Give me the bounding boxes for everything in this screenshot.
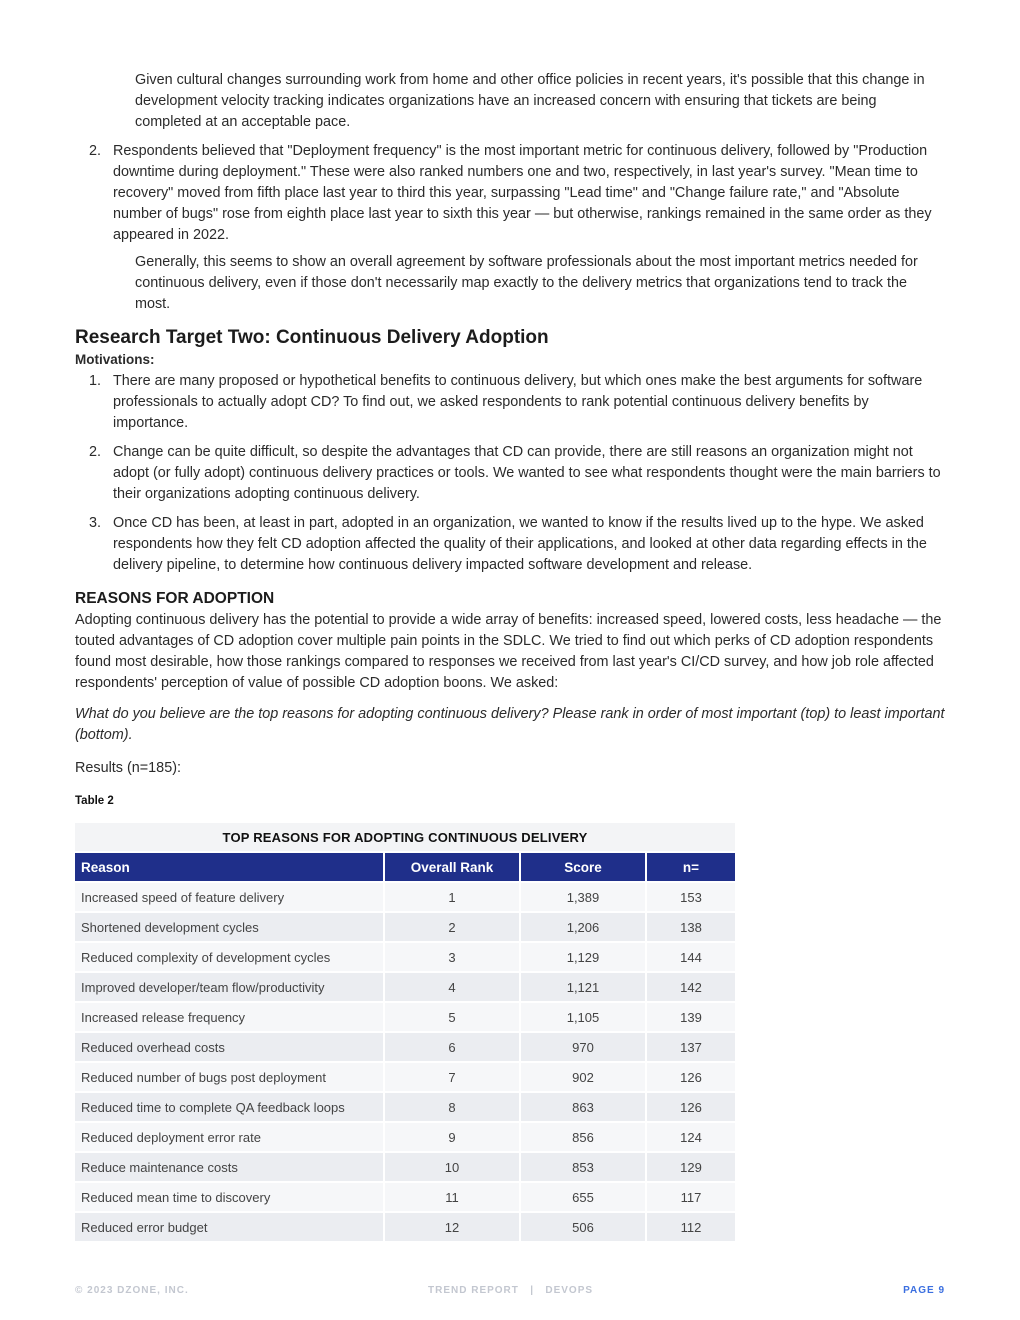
rank-cell: 3 [385,943,519,971]
score-cell: 655 [521,1183,645,1211]
reason-cell: Reduce maintenance costs [75,1153,383,1181]
list-item [89,141,945,246]
table-row [75,1183,735,1211]
score-cell: 902 [521,1063,645,1091]
intro-paragraph: Generally, this seems to show an overall agreement by software professionals about the most important metrics needed for continuous delivery, even if those don't necessarily map exactly to the delivery metrics that organizations tend to track the most. [135,254,918,312]
n-cell: 153 [647,883,735,911]
list-number: 2. [89,444,102,460]
subsection-heading: REASONS FOR ADOPTION [75,590,275,607]
n-cell: 117 [647,1183,735,1211]
table-title: TOP REASONS FOR ADOPTING CONTINUOUS DELIVERY [75,823,735,851]
rank-cell: 4 [385,973,519,1001]
section-heading: Research Target Two: Continuous Delivery Adoption [75,327,549,348]
reason-cell: Reduced deployment error rate [75,1123,383,1151]
score-cell: 853 [521,1153,645,1181]
list-item [89,442,945,505]
score-cell: 970 [521,1033,645,1061]
list-number: 2. [89,143,102,159]
table-row [75,1033,735,1061]
column-header-reason: Reason [75,853,383,881]
reason-cell: Reduced number of bugs post deployment [75,1063,383,1091]
n-cell: 144 [647,943,735,971]
reason-cell: Increased release frequency [75,1003,383,1031]
rank-cell: 6 [385,1033,519,1061]
body-paragraph: Adopting continuous delivery has the potential to provide a wide array of benefits: increased speed, lowered costs, less headache — the touted advantages of CD adoption cover multiple pain points in the SDLC. We tried to find out which perks of CD adoption respondents found most desirable, how those rankings compared to responses we received from last year's CI/CD survey, and how job role affected respondents' perception of value of possible CD adoption boons. We asked: [75,612,942,691]
list-number: 1. [89,373,102,389]
n-cell: 124 [647,1123,735,1151]
n-cell: 139 [647,1003,735,1031]
n-cell: 142 [647,973,735,1001]
table-row [75,913,735,941]
n-cell: 112 [647,1213,735,1241]
score-cell: 1,121 [521,973,645,1001]
table-row [75,1153,735,1181]
column-header-rank: Overall Rank [385,853,519,881]
score-cell: 1,206 [521,913,645,941]
rank-cell: 7 [385,1063,519,1091]
motivations-label: Motivations: [75,352,155,367]
list-number: 3. [89,515,102,531]
reason-cell: Reduced time to complete QA feedback loops [75,1093,383,1121]
column-header-n: n= [647,853,735,881]
list-text: There are many proposed or hypothetical benefits to continuous delivery, but which ones make the best arguments for software professionals to actually adopt CD? To find out, we asked respondents to rank potential continuous delivery benefits by importance. [113,373,923,431]
rank-cell: 10 [385,1153,519,1181]
results-count: Results (n=185): [75,760,181,776]
page-footer [75,1285,945,1299]
score-cell: 506 [521,1213,645,1241]
n-cell: 126 [647,1093,735,1121]
footer-copyright: © 2023 DZONE, INC. [75,1285,189,1296]
reason-cell: Shortened development cycles [75,913,383,941]
table-row [75,883,735,911]
n-cell: 137 [647,1033,735,1061]
list-text: Respondents believed that "Deployment frequency" is the most important metric for continuous delivery, followed by "Production downtime during deployment." These were also ranked numbers one and two, respectively, in last year's survey. "Mean time to recovery" moved from fifth place last year to third this year, surpassing "Lead time" and "Change failure rate," and "Absolute number of bugs" rose from eighth place last year to sixth this year — but otherwise, rankings remained in the same order as they appeared in 2022. [113,143,932,243]
table-row [75,943,735,971]
table-label: Table 2 [75,795,114,807]
reason-cell: Improved developer/team flow/productivity [75,973,383,1001]
n-cell: 138 [647,913,735,941]
table-row [75,1123,735,1151]
score-cell: 856 [521,1123,645,1151]
list-item [89,513,945,576]
reason-cell: Reduced overhead costs [75,1033,383,1061]
reasons-table [73,821,737,1243]
score-cell: 863 [521,1093,645,1121]
rank-cell: 5 [385,1003,519,1031]
n-cell: 126 [647,1063,735,1091]
table-row [75,973,735,1001]
footer-page-number: PAGE 9 [903,1285,945,1296]
table-row [75,1063,735,1091]
rank-cell: 1 [385,883,519,911]
list-text: Once CD has been, at least in part, adopted in an organization, we wanted to know if the results lived up to the hype. We asked respondents how they felt CD adoption affected the quality of their applications, and looked at other data regarding effects in the delivery pipeline, to determine how continuous delivery impacted software development and release. [113,515,927,573]
report-page [75,70,945,1243]
n-cell: 129 [647,1153,735,1181]
survey-question: What do you believe are the top reasons for adopting continuous delivery? Please rank in order of most important (top) to least important (bottom). [75,706,945,743]
rank-cell: 8 [385,1093,519,1121]
score-cell: 1,105 [521,1003,645,1031]
score-cell: 1,129 [521,943,645,971]
rank-cell: 12 [385,1213,519,1241]
table-row [75,1003,735,1031]
column-header-score: Score [521,853,645,881]
list-item [89,371,945,434]
table-row [75,1093,735,1121]
reason-cell: Reduced complexity of development cycles [75,943,383,971]
reason-cell: Increased speed of feature delivery [75,883,383,911]
list-text: Change can be quite difficult, so despite the advantages that CD can provide, there are still reasons an organization might not adopt (or fully adopt) continuous delivery practices or tools. We wanted to see what respondents thought were the main barriers to their organizations adopting continuous delivery. [113,444,941,502]
reason-cell: Reduced error budget [75,1213,383,1241]
reason-cell: Reduced mean time to discovery [75,1183,383,1211]
rank-cell: 2 [385,913,519,941]
footer-report-title: TREND REPORT | DEVOPS [428,1285,594,1296]
table-row [75,1213,735,1241]
score-cell: 1,389 [521,883,645,911]
intro-paragraph: Given cultural changes surrounding work from home and other office policies in recent years, it's possible that this change in development velocity tracking indicates organizations have an increased concern with ensuring that tickets are being completed at an acceptable pace. [135,72,925,130]
rank-cell: 11 [385,1183,519,1211]
rank-cell: 9 [385,1123,519,1151]
